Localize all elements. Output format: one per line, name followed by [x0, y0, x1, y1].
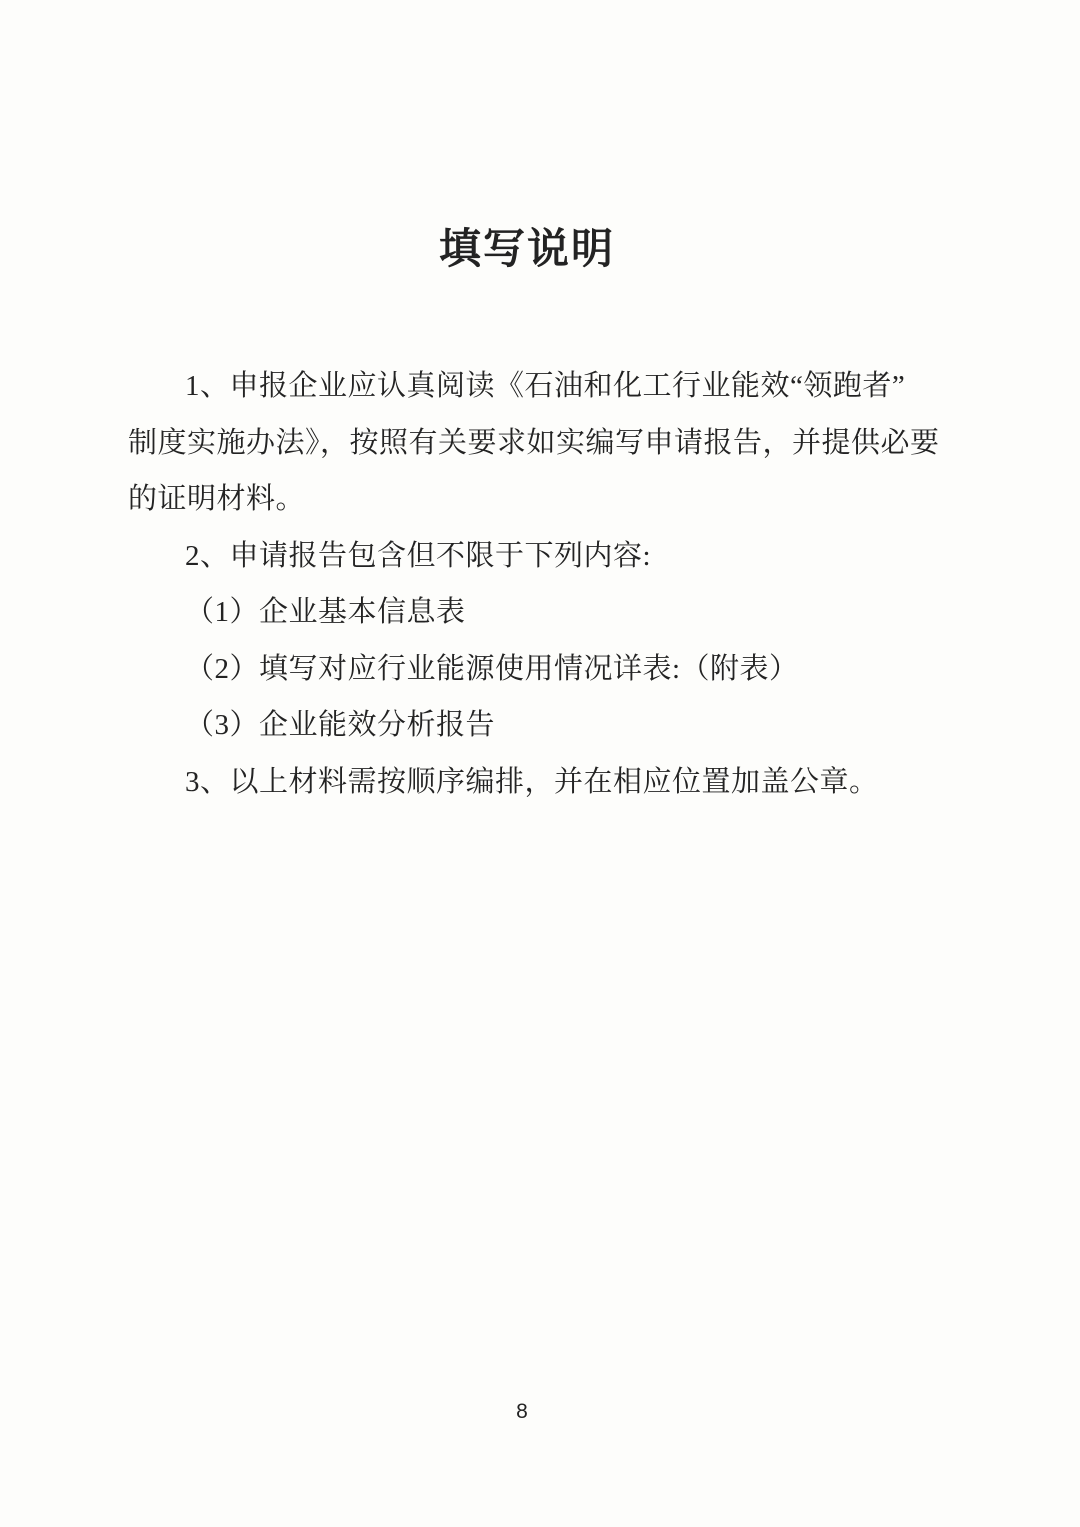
page-title: 填写说明 — [438, 227, 615, 273]
text-line: （2）填写对应行业能源使用情况详表:（附表） — [185, 652, 799, 685]
text-line: （3）企业能效分析报告 — [185, 709, 496, 741]
text-line: （1）企业基本信息表 — [185, 596, 466, 628]
text-line: 2、申请报告包含但不限于下列内容: — [185, 539, 652, 572]
page-content — [128, 0, 952, 810]
text-line: 的证明材料。 — [128, 483, 306, 515]
text-line: 1、申报企业应认真阅读《石油和化工行业能效“领跑者” — [185, 370, 906, 402]
instructions-list — [128, 358, 952, 810]
text-line: 3、以上材料需按顺序编排，并在相应位置加盖公章。 — [185, 765, 879, 798]
text-line: 制度实施办法》，按照有关要求如实编写申请报告，并提供必要 — [128, 426, 940, 459]
page-number: 8 — [516, 1400, 528, 1423]
